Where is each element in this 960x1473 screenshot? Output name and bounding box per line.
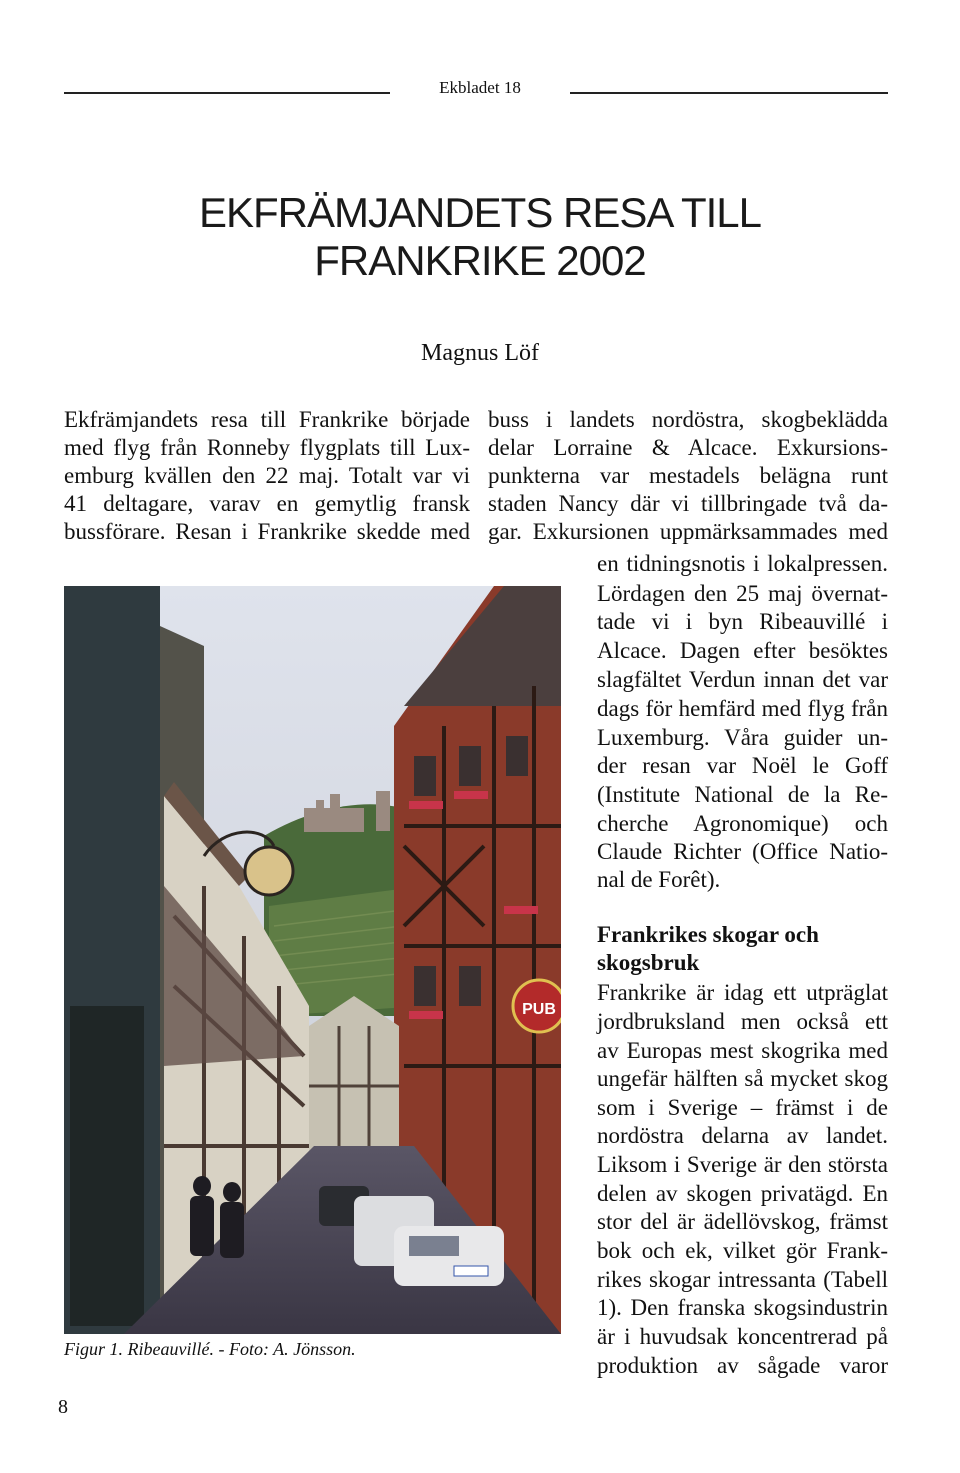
author: Magnus Löf [421,340,539,366]
text-line: Lördagen den 25 maj övernat- [597,581,888,606]
text-line: jordbruksland men också ett [597,1009,888,1034]
text-line: dags för hemfärd med flyg från [597,696,888,721]
text-line: Claude Richter (Office Natio- [597,839,888,864]
text-line: Luxemburg. Våra guider un- [597,725,888,750]
text-line: bok och ek, vilket gör Frank- [597,1238,888,1263]
text-line: stor del är ädellövskog, främst [597,1209,888,1234]
text-line: Alcace. Dagen efter besöktes [597,638,888,663]
text-line: 1). Den franska skogsindustrin [597,1295,888,1320]
text-line: Frankrike är idag ett utpräglat [597,980,888,1005]
text-line: buss i landets nordöstra, skogbeklädda [488,407,888,432]
text-line: nordöstra delarna av landet. [597,1123,888,1148]
text-line: produktion av sågade varor [597,1353,888,1378]
street-photo [64,586,561,1334]
article-title-line-1: EKFRÄMJANDETS RESA TILL [198,189,762,236]
text-line: en tidningsnotis i lokalpressen. [597,551,888,576]
text-line: punkterna var mestadels belägna runt [488,463,888,488]
text-line: (Institute National de la Re- [597,782,888,807]
section-heading-line-2: skogsbruk [597,950,700,975]
section-heading-line-1: Frankrikes skogar och [597,922,819,947]
text-line: som i Sverige – främst i de [597,1095,888,1120]
text-line: nal de Forêt). [597,867,721,892]
text-line: med flyg från Ronneby flygplats till Lux- [64,435,470,460]
pub-sign-text: PUB [522,1001,556,1018]
page-number: 8 [58,1396,68,1418]
text-line: ungefär hälften så mycket skog [597,1066,888,1091]
text-line: Ekfrämjandets resa till Frankrike började [64,407,470,432]
text-line: der resan var Noël le Goff [597,753,888,778]
text-line: är i huvudsak koncentrerad på [597,1324,888,1349]
header-rule-left [64,92,390,94]
text-line: rikes skogar intressanta (Tabell [597,1267,888,1292]
article-title-line-2: FRANKRIKE 2002 [314,237,646,284]
running-header: Ekbladet 18 [439,78,521,97]
text-line: tade vi i byn Ribeauvillé i [597,609,888,634]
figure-caption: Figur 1. Ribeauvillé. - Foto: A. Jönsson. [64,1339,356,1359]
text-line: Liksom i Sverige är den största [597,1152,888,1177]
text-line: av Europas mest skogrika med [597,1038,888,1063]
text-line: cherche Agronomique) och [597,811,888,836]
text-line: emburg kvällen den 22 maj. Totalt var vi [64,463,470,488]
text-line: staden Nancy där vi tillbringade två da- [488,491,888,516]
text-line: delen av skogen privatägd. En [597,1181,888,1206]
text-line: bussförare. Resan i Frankrike skedde med [64,519,470,544]
text-line: 41 deltagare, varav en gemytlig fransk [64,491,470,516]
text-line: gar. Exkursionen uppmärksammades med [488,519,888,544]
text-line: slagfältet Verdun innan det var [597,667,888,692]
text-line: delar Lorraine & Alcace. Exkursions- [488,435,888,460]
header-rule-right [570,92,888,94]
